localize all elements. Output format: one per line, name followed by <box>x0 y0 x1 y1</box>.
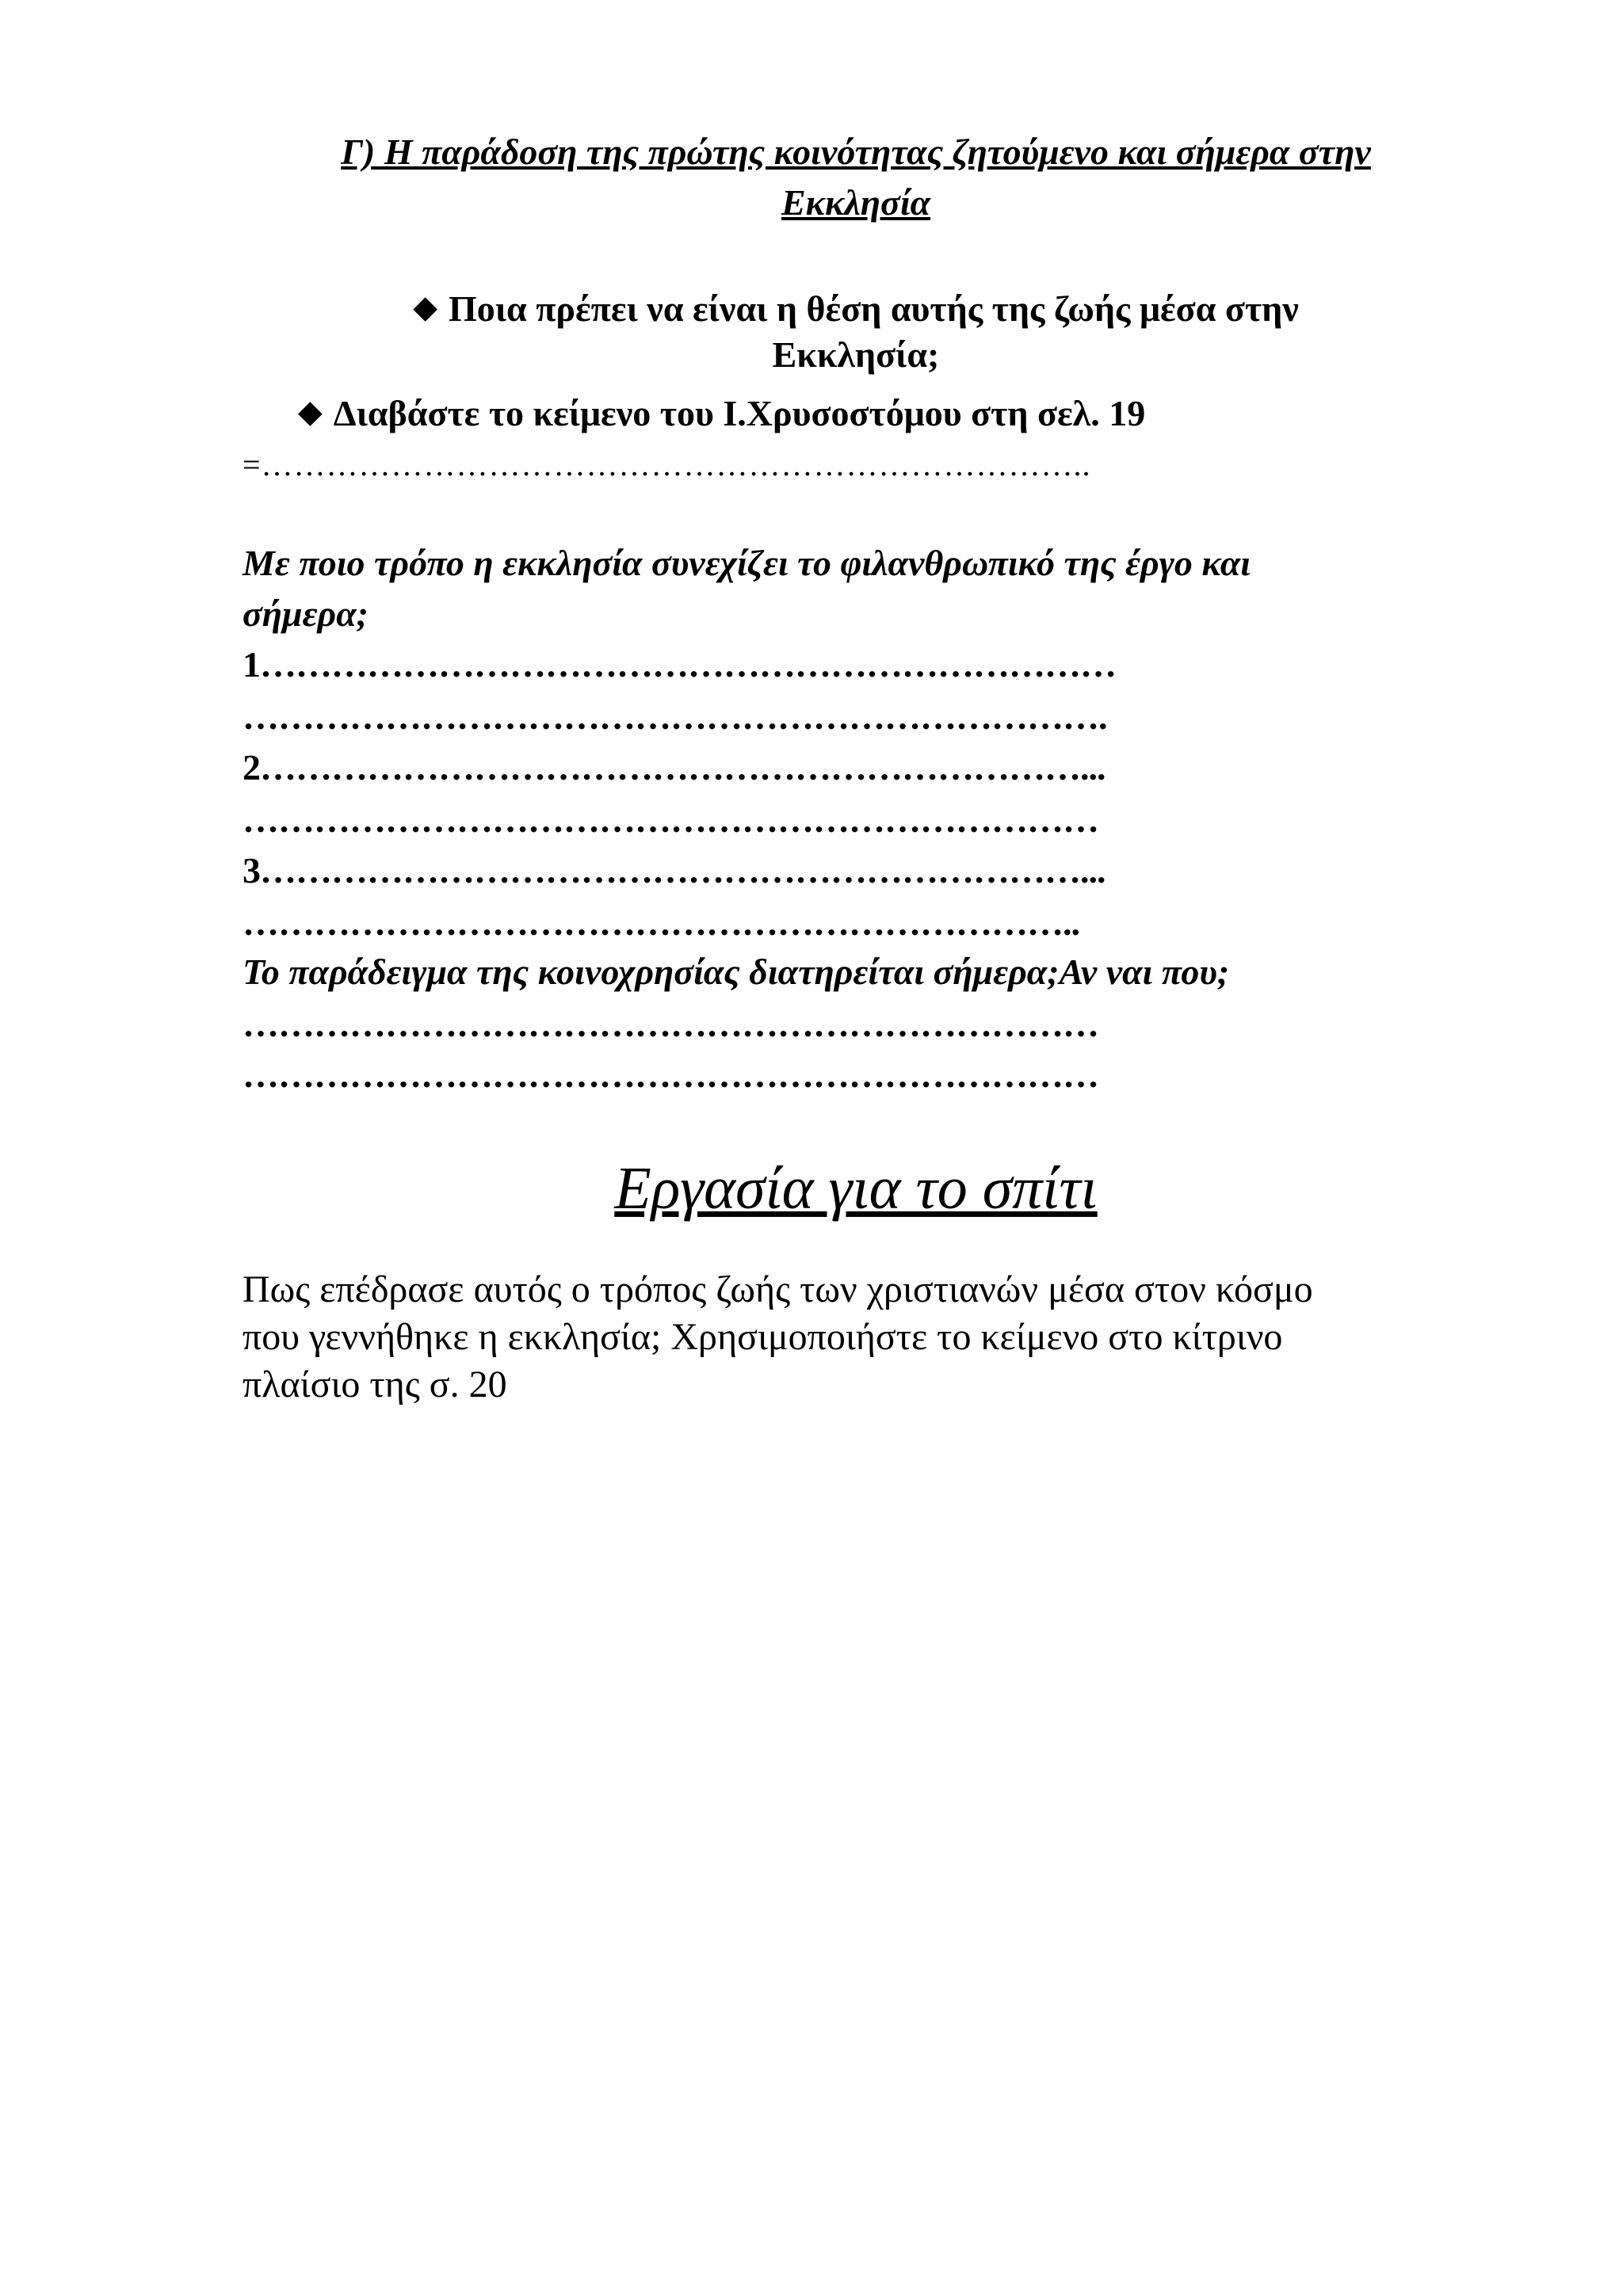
answer-blank-1b: ………………………………………………………………. <box>242 696 1107 737</box>
question-1-line2: σήμερα; <box>242 593 369 634</box>
answer-blank-1: 1……………………………………………………………… <box>242 644 1116 685</box>
answer-blank-3: 3……………………………………………………………... <box>242 850 1106 891</box>
question-1-line1: Με ποιο τρόπο η εκκλησία συνεχίζει το φιλανθρωπικό της έργο και <box>242 543 1251 583</box>
answer-line: =………………………………………………………………….. <box>242 447 1091 482</box>
diamond-icon: ◆ <box>298 394 323 429</box>
question-2: Το παράδειγμα της κοινοχρησίας διατηρείται σήμερα;Αν ναι που; <box>242 952 1230 992</box>
answer-blank-3b: …………………………………………………………….. <box>242 902 1079 943</box>
section-title-line2: Εκκλησία <box>781 182 931 223</box>
section-title-line1: Γ) Η παράδοση της πρώτης κοινότητας ζητούμενο και σήμερα στην <box>341 132 1371 172</box>
bullet-item-1 <box>206 284 1506 333</box>
bullet-item-2 <box>298 388 1145 437</box>
answer-blank-2b: ……………………………………………………………… <box>242 799 1098 840</box>
diamond-icon: ◆ <box>413 289 437 325</box>
answer-blank-2: 2……………………………………………………………... <box>242 747 1106 788</box>
bullet-text: Ποια πρέπει να είναι η θέση αυτής της ζωής μέσα στην <box>448 288 1299 329</box>
homework-text-line3: πλαίσιο της σ. 20 <box>242 1363 507 1405</box>
bullet-item-1-cont: Εκκλησία; <box>772 334 940 375</box>
homework-title: Εργασία για το σπίτι <box>614 1155 1098 1222</box>
homework-text-line1: Πως επέδρασε αυτός ο τρόπος ζωής των χριστιανών μέσα στον κόσμο <box>242 1268 1313 1310</box>
answer-blank-q2a: ……………………………………………………………… <box>242 1004 1098 1044</box>
answer-blank-q2b: ……………………………………………………………… <box>242 1055 1098 1095</box>
homework-text-line2: που γεννήθηκε η εκκλησία; Χρησιμοποιήστε το κείμενο στο κίτρινο <box>242 1316 1283 1358</box>
bullet-text: Διαβάστε το κείμενο του Ι.Χρυσοστόμου στη σελ. 19 <box>333 393 1146 433</box>
